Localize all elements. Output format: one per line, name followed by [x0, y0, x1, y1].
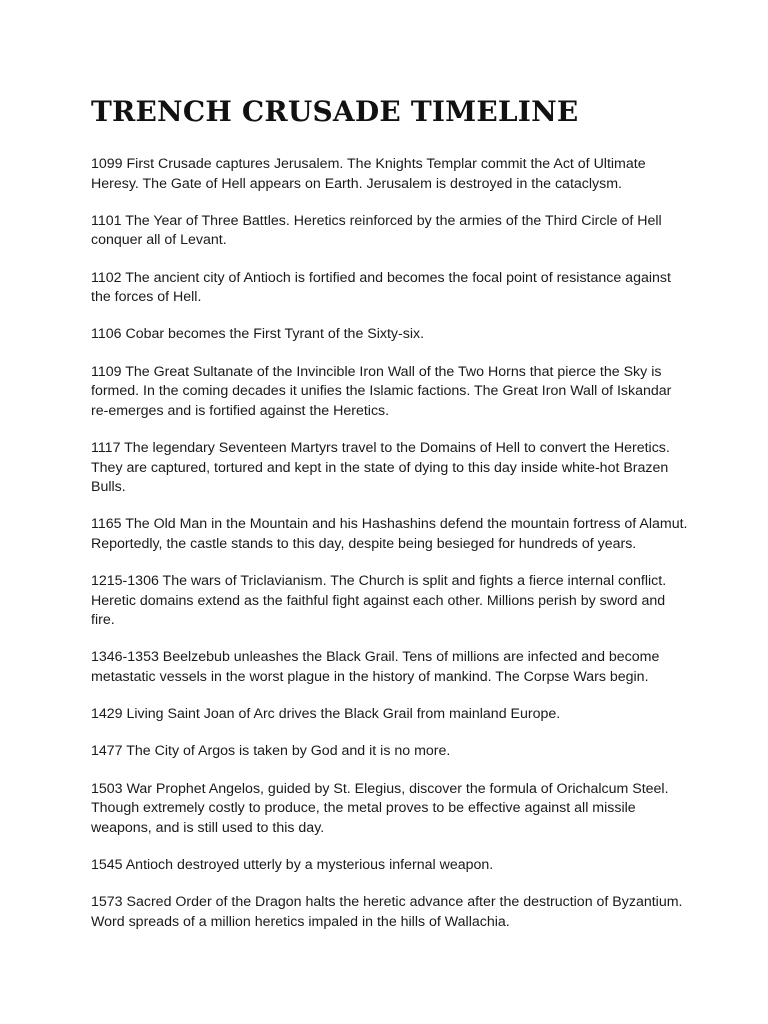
timeline-entry-1346: 1346-1353 Beelzebub unleashes the Black Grail. Tens of millions are infected and become metastatic vessels in the worst plague in the history of mankind. The Corpse Wars begin.	[91, 649, 660, 686]
timeline-entry-1165: 1165 The Old Man in the Mountain and his Hashashins defend the mountain fortress of Alamut. Reportedly, the castle stands to this day, despite being besieged for hundreds of years.	[91, 516, 688, 552]
document-title: TRENCH CRUSADE TIMELINE	[91, 95, 579, 128]
timeline-entry-1099: 1099 First Crusade captures Jerusalem. The Knights Templar commit the Act of Ultimate Heresy. The Gate of Hell appears on Earth. Jerusalem is destroyed in the cataclysm.	[91, 156, 646, 192]
timeline-entry-1429: 1429 Living Saint Joan of Arc drives the Black Grail from mainland Europe.	[91, 706, 561, 723]
timeline-entry-1215: 1215-1306 The wars of Triclavianism. The Church is split and fights a fierce internal conflict. Heretic domains extend as the faithful fight against each other. Millions perish by sword and fire.	[91, 573, 667, 629]
timeline-entry-1106: 1106 Cobar becomes the First Tyrant of the Sixty-six.	[91, 326, 425, 343]
timeline-entry-1101: 1101 The Year of Three Battles. Heretics reinforced by the armies of the Third Circle of Hell conquer all of Levant.	[91, 212, 662, 249]
timeline-entry-1545: 1545 Antioch destroyed utterly by a mysterious infernal weapon.	[91, 856, 494, 873]
timeline-entry-1503: 1503 War Prophet Angelos, guided by St. Elegius, discover the formula of Orichalcum Steel. Though extremely costly to produce, the metal proves to be effective against all missile weapons, and is still used to this day.	[91, 780, 669, 836]
timeline-entry-1109: 1109 The Great Sultanate of the Invincible Iron Wall of the Two Horns that pierce the Sky is formed. In the coming decades it unifies the Islamic factions. The Great Iron Wall of Iskandar re-emerges and is fortified against the Heretics.	[91, 363, 672, 419]
timeline-entry-1573: 1573 Sacred Order of the Dragon halts the heretic advance after the destruction of Byzantium. Word spreads of a million heretics impaled in the hills of Wallachia.	[91, 894, 683, 930]
timeline-entries	[91, 155, 691, 932]
timeline-entry-1117: 1117 The legendary Seventeen Martyrs travel to the Domains of Hell to convert the Heretics. They are captured, tortured and kept in the state of dying to this day inside white-hot Brazen Bulls.	[91, 439, 670, 496]
timeline-entry-1102: 1102 The ancient city of Antioch is fortified and becomes the focal point of resistance against the forces of Hell.	[91, 269, 671, 306]
timeline-entry-1477: 1477 The City of Argos is taken by God and it is no more.	[91, 743, 451, 760]
document-page	[91, 93, 691, 950]
